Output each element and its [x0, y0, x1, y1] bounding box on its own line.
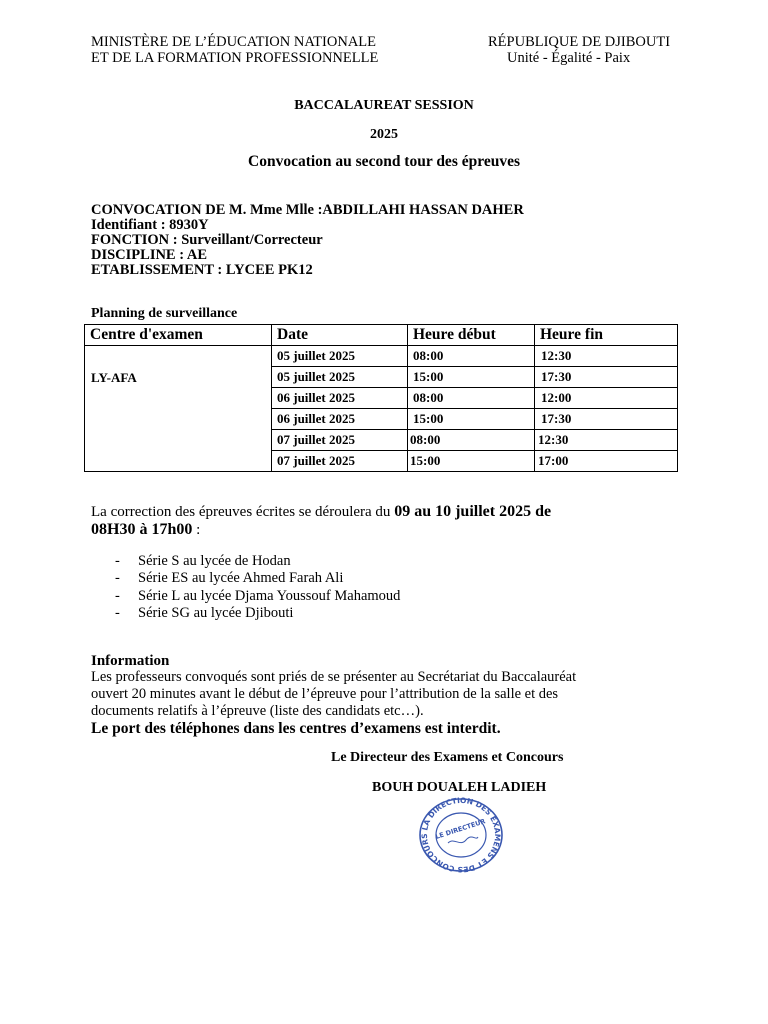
row-end: 12:30	[535, 430, 678, 451]
row-date: 05 juillet 2025	[272, 367, 408, 388]
ministry-line-2: ET DE LA FORMATION PROFESSIONNELLE	[91, 50, 379, 66]
row-date: 06 juillet 2025	[272, 409, 408, 430]
row-end: 17:30	[535, 409, 678, 430]
republic-motto: Unité - Égalité - Paix	[507, 50, 631, 66]
list-item: - Série L au lycée Djama Youssouf Mahamoud	[115, 588, 400, 605]
column-header-end: Heure fin	[535, 325, 678, 346]
exam-centre: LY-AFA	[85, 346, 272, 472]
identifiant: Identifiant : 8930Y	[91, 217, 209, 233]
correction-paragraph	[91, 503, 551, 539]
official-stamp	[418, 797, 504, 873]
stamp-ring-text: LA DIRECTION DES EXAMENS ET DES CONCOURS	[419, 797, 503, 873]
column-header-start: Heure début	[408, 325, 535, 346]
fonction: FONCTION : Surveillant/Correcteur	[91, 232, 323, 248]
row-end: 17:30	[535, 367, 678, 388]
correction-text: La correction des épreuves écrites se déroulera du	[91, 504, 395, 520]
row-date: 05 juillet 2025	[272, 346, 408, 367]
column-header-date: Date	[272, 325, 408, 346]
exam-session-title: BACCALAUREAT SESSION	[294, 98, 474, 113]
list-item: - Série ES au lycée Ahmed Farah Ali	[115, 570, 400, 587]
director-name: BOUH DOUALEH LADIEH	[372, 780, 547, 795]
information-heading: Information	[91, 653, 170, 669]
row-start: 08:00	[408, 346, 535, 367]
series-list	[115, 553, 400, 622]
column-header-centre: Centre d'examen	[85, 325, 272, 346]
planning-table	[84, 324, 678, 472]
list-item: - Série S au lycée de Hodan	[115, 553, 400, 570]
table-row	[85, 346, 678, 367]
planning-heading: Planning de surveillance	[91, 306, 238, 321]
stamp-inner-text: LE DIRECTEUR	[434, 817, 487, 841]
republic-name: RÉPUBLIQUE DE DJIBOUTI	[488, 34, 671, 50]
information-line-3: documents relatifs à l’épreuve (liste des candidats etc…).	[91, 703, 424, 719]
row-start: 08:00	[408, 388, 535, 409]
row-end: 12:00	[535, 388, 678, 409]
row-end: 17:00	[535, 451, 678, 472]
discipline: DISCIPLINE : AE	[91, 247, 208, 263]
phone-warning: Le port des téléphones dans les centres d’examens est interdit.	[91, 720, 501, 737]
row-date: 06 juillet 2025	[272, 388, 408, 409]
row-start: 15:00	[408, 409, 535, 430]
row-start: 15:00	[408, 367, 535, 388]
row-date: 07 juillet 2025	[272, 451, 408, 472]
signature-scribble	[448, 837, 478, 843]
row-start: 08:00	[408, 430, 535, 451]
convocation-title: Convocation au second tour des épreuves	[248, 153, 520, 170]
etablissement: ETABLISSEMENT : LYCEE PK12	[91, 262, 313, 278]
row-start: 15:00	[408, 451, 535, 472]
correction-colon: :	[192, 522, 201, 538]
correction-hours: 08H30 à 17h00	[91, 521, 193, 538]
convocation-name: CONVOCATION DE M. Mme Mlle :ABDILLAHI HASSAN DAHER	[91, 202, 524, 218]
row-date: 07 juillet 2025	[272, 430, 408, 451]
director-title: Le Directeur des Examens et Concours	[331, 750, 564, 765]
row-end: 12:30	[535, 346, 678, 367]
planning-header-row	[85, 325, 678, 346]
list-item: - Série SG au lycée Djibouti	[115, 605, 400, 622]
ministry-line-1: MINISTÈRE DE L’ÉDUCATION NATIONALE	[91, 34, 377, 50]
information-line-2: ouvert 20 minutes avant le début de l’épreuve pour l’attribution de la salle et des	[91, 686, 559, 702]
correction-dates: 09 au 10 juillet 2025 de	[394, 503, 552, 520]
information-line-1: Les professeurs convoqués sont priés de se présenter au Secrétariat du Baccalauréat	[91, 669, 577, 685]
exam-year: 2025	[370, 127, 398, 142]
